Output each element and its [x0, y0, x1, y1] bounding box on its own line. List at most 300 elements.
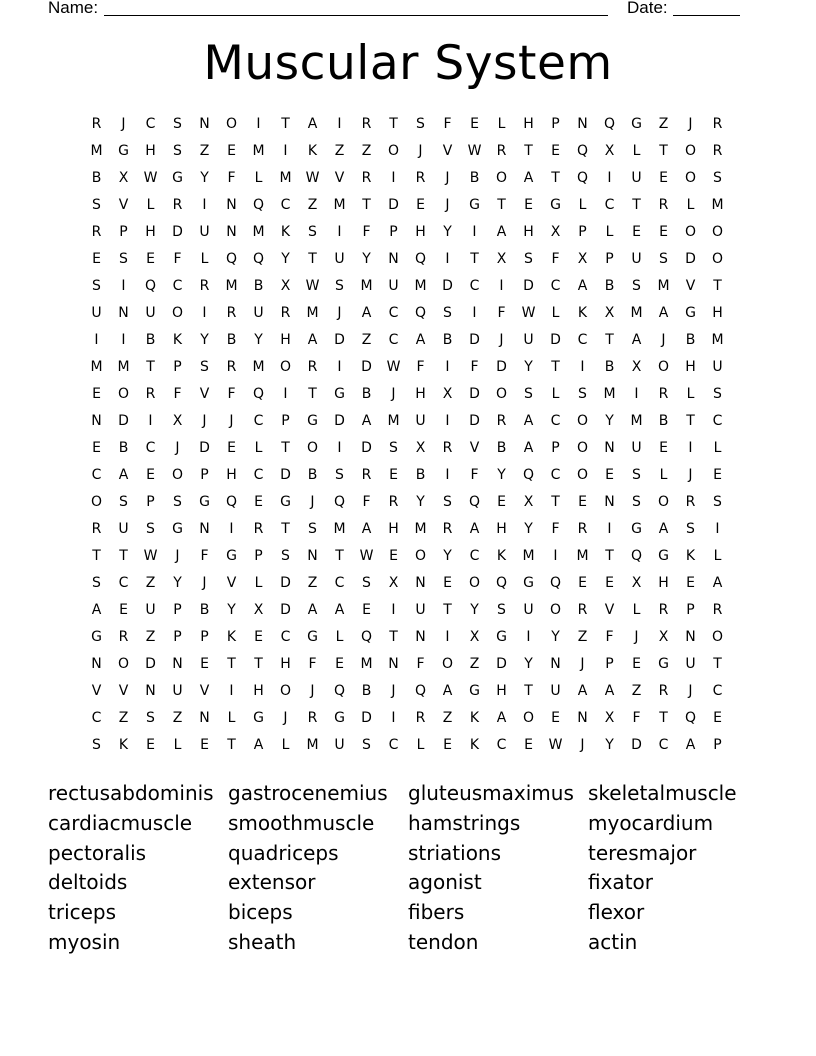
grid-letter: O: [441, 656, 454, 672]
grid-letter: A: [577, 683, 588, 699]
grid-letter: D: [280, 602, 291, 618]
grid-letter: I: [607, 170, 612, 186]
grid-letter: Y: [416, 494, 425, 510]
grid-letter: F: [470, 467, 479, 483]
grid-letter: D: [523, 278, 534, 294]
grid-letter: L: [254, 440, 263, 456]
grid-letter: T: [524, 683, 533, 699]
grid-row: [83, 678, 731, 705]
grid-letter: E: [713, 710, 722, 726]
grid-letter: M: [630, 413, 643, 429]
grid-letter: B: [469, 170, 480, 186]
grid-letter: E: [227, 143, 236, 159]
grid-letter: G: [658, 548, 669, 564]
grid-letter: F: [416, 359, 425, 375]
grid-letter: J: [688, 683, 693, 699]
grid-letter: E: [146, 467, 155, 483]
grid-letter: S: [578, 386, 587, 402]
grid-letter: E: [686, 575, 695, 591]
grid-letter: Z: [658, 116, 669, 132]
grid-letter: L: [686, 386, 695, 402]
grid-letter: C: [91, 710, 102, 726]
grid-letter: E: [578, 575, 587, 591]
grid-letter: Z: [577, 629, 588, 645]
grid-letter: S: [119, 494, 128, 510]
grid-letter: G: [631, 116, 642, 132]
grid-letter: Y: [524, 656, 533, 672]
grid-letter: E: [92, 251, 101, 267]
grid-row: [83, 705, 731, 732]
grid-letter: Q: [414, 305, 427, 321]
grid-letter: P: [173, 602, 182, 618]
grid-letter: N: [118, 305, 129, 321]
grid-letter: Q: [414, 683, 427, 699]
grid-letter: H: [415, 224, 426, 240]
grid-letter: B: [604, 278, 615, 294]
grid-letter: U: [415, 602, 426, 618]
grid-letter: E: [659, 440, 668, 456]
grid-letter: P: [173, 629, 182, 645]
grid-letter: Q: [225, 251, 238, 267]
grid-letter: N: [577, 710, 588, 726]
grid-letter: L: [713, 548, 722, 564]
grid-letter: N: [199, 116, 210, 132]
grid-letter: L: [254, 575, 263, 591]
grid-letter: J: [391, 386, 396, 402]
grid-letter: B: [442, 332, 453, 348]
grid-letter: A: [685, 737, 696, 753]
grid-letter: Z: [307, 575, 318, 591]
grid-letter: U: [334, 737, 345, 753]
grid-letter: J: [445, 197, 450, 213]
grid-letter: Z: [469, 656, 480, 672]
grid-letter: T: [659, 710, 668, 726]
grid-letter: I: [580, 359, 585, 375]
grid-letter: E: [659, 170, 668, 186]
grid-letter: A: [361, 305, 372, 321]
grid-letter: W: [305, 278, 320, 294]
grid-letter: T: [443, 602, 452, 618]
grid-letter: N: [685, 629, 696, 645]
grid-letter: M: [225, 278, 238, 294]
grid-letter: E: [524, 737, 533, 753]
grid-letter: S: [308, 224, 317, 240]
grid-letter: T: [632, 197, 641, 213]
grid-letter: H: [226, 467, 237, 483]
grid-letter: R: [307, 710, 318, 726]
grid-letter: G: [334, 710, 345, 726]
grid-letter: M: [360, 656, 373, 672]
grid-letter: I: [445, 359, 450, 375]
grid-letter: O: [657, 494, 670, 510]
grid-letter: I: [283, 386, 288, 402]
grid-letter: S: [632, 494, 641, 510]
name-label: Name:: [48, 0, 99, 17]
grid-letter: F: [227, 386, 236, 402]
grid-letter: X: [604, 710, 615, 726]
grid-letter: O: [711, 224, 724, 240]
grid-letter: G: [172, 521, 183, 537]
grid-letter: A: [631, 332, 642, 348]
word-bank-item: teresmajor: [588, 840, 697, 865]
grid-letter: C: [145, 440, 156, 456]
grid-letter: S: [416, 116, 425, 132]
grid-letter: T: [335, 548, 344, 564]
grid-letter: O: [549, 602, 562, 618]
grid-letter: N: [226, 197, 237, 213]
grid-letter: D: [631, 737, 642, 753]
grid-letter: X: [442, 386, 453, 402]
grid-letter: W: [521, 305, 536, 321]
grid-row: [83, 732, 731, 759]
grid-letter: G: [523, 575, 534, 591]
grid-letter: A: [604, 683, 615, 699]
grid-letter: D: [280, 467, 291, 483]
grid-letter: N: [91, 413, 102, 429]
grid-letter: Z: [442, 710, 453, 726]
grid-letter: C: [172, 278, 183, 294]
grid-letter: V: [91, 683, 102, 699]
grid-letter: M: [576, 548, 589, 564]
grid-letter: O: [306, 440, 319, 456]
grid-letter: X: [631, 359, 642, 375]
grid-letter: T: [524, 143, 533, 159]
grid-letter: O: [279, 683, 292, 699]
grid-letter: W: [305, 170, 320, 186]
grid-letter: B: [253, 278, 264, 294]
grid-letter: Q: [360, 629, 373, 645]
grid-letter: J: [337, 305, 342, 321]
grid-letter: G: [658, 656, 669, 672]
grid-letter: A: [658, 305, 669, 321]
grid-letter: M: [90, 359, 103, 375]
grid-letter: E: [92, 386, 101, 402]
grid-letter: W: [386, 359, 401, 375]
grid-letter: A: [118, 467, 129, 483]
grid-letter: Q: [252, 386, 265, 402]
grid-letter: E: [146, 737, 155, 753]
word-bank-item: pectoralis: [48, 840, 147, 865]
grid-letter: C: [334, 575, 345, 591]
grid-row: [83, 111, 731, 138]
grid-letter: P: [551, 116, 560, 132]
grid-letter: B: [496, 440, 507, 456]
grid-letter: O: [522, 710, 535, 726]
grid-letter: E: [92, 440, 101, 456]
grid-letter: I: [121, 332, 126, 348]
grid-row: [83, 624, 731, 651]
grid-letter: O: [576, 413, 589, 429]
grid-row: [83, 408, 731, 435]
grid-letter: O: [576, 440, 589, 456]
grid-letter: O: [117, 386, 130, 402]
grid-letter: Z: [361, 332, 372, 348]
grid-letter: X: [388, 575, 399, 591]
grid-letter: N: [91, 656, 102, 672]
grid-letter: D: [496, 656, 507, 672]
date-blank-line: [673, 15, 740, 16]
grid-letter: T: [227, 737, 236, 753]
grid-letter: F: [551, 251, 560, 267]
word-bank-item: flexor: [588, 900, 645, 925]
grid-letter: I: [526, 629, 531, 645]
grid-letter: Q: [144, 278, 157, 294]
grid-letter: F: [227, 170, 236, 186]
grid-letter: K: [307, 143, 318, 159]
grid-letter: Z: [145, 575, 156, 591]
grid-letter: K: [280, 224, 291, 240]
grid-letter: L: [173, 737, 182, 753]
grid-letter: N: [577, 116, 588, 132]
grid-letter: B: [604, 359, 615, 375]
grid-letter: T: [551, 170, 560, 186]
grid-letter: R: [91, 521, 102, 537]
grid-letter: I: [202, 197, 207, 213]
grid-letter: I: [337, 440, 342, 456]
grid-letter: S: [524, 386, 533, 402]
grid-letter: B: [361, 683, 372, 699]
grid-row: [83, 651, 731, 678]
grid-letter: X: [577, 251, 588, 267]
grid-letter: I: [445, 629, 450, 645]
grid-letter: D: [550, 332, 561, 348]
grid-letter: S: [92, 197, 101, 213]
grid-letter: O: [225, 116, 238, 132]
grid-letter: D: [442, 278, 453, 294]
grid-letter: M: [603, 386, 616, 402]
grid-letter: P: [200, 467, 209, 483]
grid-letter: Z: [631, 683, 642, 699]
grid-letter: T: [389, 629, 398, 645]
grid-letter: G: [226, 548, 237, 564]
grid-letter: W: [143, 170, 158, 186]
grid-letter: T: [281, 521, 290, 537]
grid-letter: Q: [468, 494, 481, 510]
grid-letter: I: [445, 413, 450, 429]
grid-letter: H: [685, 359, 696, 375]
grid-letter: P: [551, 440, 560, 456]
grid-letter: M: [252, 224, 265, 240]
grid-letter: B: [145, 332, 156, 348]
grid-letter: E: [200, 737, 209, 753]
grid-letter: C: [469, 278, 480, 294]
grid-row: [83, 354, 731, 381]
word-bank-item: skeletalmuscle: [588, 781, 737, 805]
grid-letter: T: [551, 359, 560, 375]
grid-letter: D: [388, 197, 399, 213]
grid-letter: L: [200, 251, 209, 267]
grid-letter: J: [661, 332, 666, 348]
grid-letter: L: [416, 737, 425, 753]
grid-letter: Y: [200, 170, 209, 186]
grid-letter: B: [658, 413, 669, 429]
grid-letter: A: [577, 278, 588, 294]
grid-letter: Y: [281, 251, 290, 267]
grid-letter: S: [335, 467, 344, 483]
grid-letter: C: [550, 413, 561, 429]
grid-letter: F: [308, 656, 317, 672]
grid-letter: J: [499, 332, 504, 348]
grid-letter: Z: [172, 710, 183, 726]
grid-letter: I: [445, 467, 450, 483]
grid-letter: R: [658, 683, 669, 699]
grid-letter: J: [310, 494, 315, 510]
grid-letter: V: [199, 683, 210, 699]
grid-letter: J: [580, 737, 585, 753]
grid-letter: M: [387, 413, 400, 429]
grid-letter: S: [497, 602, 506, 618]
grid-letter: R: [361, 170, 372, 186]
grid-letter: P: [173, 359, 182, 375]
grid-letter: L: [551, 386, 560, 402]
grid-letter: R: [280, 305, 291, 321]
grid-letter: G: [91, 629, 102, 645]
grid-letter: D: [469, 413, 480, 429]
grid-letter: Q: [225, 494, 238, 510]
grid-letter: U: [334, 251, 345, 267]
grid-letter: O: [684, 224, 697, 240]
grid-letter: A: [307, 332, 318, 348]
grid-letter: N: [415, 575, 426, 591]
grid-letter: Y: [173, 575, 182, 591]
grid-letter: P: [578, 224, 587, 240]
grid-letter: Z: [307, 197, 318, 213]
grid-letter: E: [362, 602, 371, 618]
grid-letter: D: [118, 413, 129, 429]
grid-letter: G: [307, 629, 318, 645]
grid-letter: N: [388, 656, 399, 672]
grid-letter: R: [118, 629, 129, 645]
grid-letter: K: [496, 548, 507, 564]
grid-letter: A: [334, 602, 345, 618]
grid-letter: Q: [630, 548, 643, 564]
grid-letter: L: [605, 224, 614, 240]
word-bank-item: extensor: [228, 870, 316, 895]
grid-row: [83, 435, 731, 462]
grid-letter: Q: [495, 575, 508, 591]
grid-letter: Y: [524, 521, 533, 537]
grid-letter: R: [226, 305, 237, 321]
grid-letter: R: [307, 359, 318, 375]
grid-letter: E: [632, 656, 641, 672]
grid-letter: C: [91, 467, 102, 483]
grid-letter: T: [605, 548, 614, 564]
grid-letter: O: [468, 575, 481, 591]
grid-letter: N: [145, 683, 156, 699]
grid-row: [83, 138, 731, 165]
grid-letter: G: [631, 521, 642, 537]
page-title: Muscular System: [203, 36, 613, 91]
grid-letter: D: [685, 251, 696, 267]
grid-letter: M: [90, 143, 103, 159]
grid-letter: E: [605, 575, 614, 591]
grid-letter: U: [685, 656, 696, 672]
grid-row: [83, 273, 731, 300]
grid-letter: X: [658, 629, 669, 645]
grid-letter: S: [632, 278, 641, 294]
grid-letter: K: [172, 332, 183, 348]
grid-letter: S: [713, 170, 722, 186]
grid-letter: H: [388, 521, 399, 537]
grid-letter: M: [333, 521, 346, 537]
grid-row: [83, 219, 731, 246]
word-bank-item: actin: [588, 929, 638, 954]
grid-letter: Y: [443, 548, 452, 564]
grid-row: [83, 570, 731, 597]
grid-letter: F: [470, 359, 479, 375]
grid-letter: N: [307, 548, 318, 564]
grid-letter: S: [146, 710, 155, 726]
grid-letter: N: [604, 494, 615, 510]
grid-letter: E: [578, 494, 587, 510]
grid-letter: D: [469, 332, 480, 348]
grid-letter: M: [306, 737, 319, 753]
grid-letter: O: [117, 656, 130, 672]
grid-letter: A: [253, 737, 264, 753]
grid-letter: R: [577, 521, 588, 537]
grid-letter: D: [361, 359, 372, 375]
grid-letter: I: [715, 521, 720, 537]
grid-letter: I: [283, 143, 288, 159]
grid-letter: I: [391, 170, 396, 186]
grid-letter: P: [254, 548, 263, 564]
word-bank-item: sheath: [228, 929, 297, 954]
grid-letter: R: [253, 521, 264, 537]
grid-letter: R: [388, 494, 399, 510]
grid-letter: J: [175, 548, 180, 564]
grid-letter: D: [280, 575, 291, 591]
grid-letter: U: [550, 683, 561, 699]
grid-letter: M: [522, 548, 535, 564]
grid-letter: C: [712, 413, 723, 429]
grid-letter: B: [118, 440, 129, 456]
grid-letter: M: [306, 305, 319, 321]
grid-letter: J: [418, 143, 423, 159]
grid-letter: C: [388, 305, 399, 321]
grid-letter: O: [711, 251, 724, 267]
grid-letter: L: [659, 467, 668, 483]
grid-letter: N: [199, 521, 210, 537]
grid-letter: L: [713, 440, 722, 456]
grid-letter: K: [577, 305, 588, 321]
word-bank-item: cardiacmuscle: [48, 810, 193, 835]
grid-letter: R: [712, 143, 723, 159]
grid-letter: S: [173, 116, 182, 132]
grid-letter: F: [173, 251, 182, 267]
grid-letter: T: [146, 359, 155, 375]
grid-letter: S: [200, 359, 209, 375]
grid-letter: R: [415, 170, 426, 186]
word-bank-item: rectusabdominis: [48, 781, 214, 805]
grid-letter: Q: [252, 251, 265, 267]
grid-letter: P: [686, 602, 695, 618]
grid-letter: K: [226, 629, 237, 645]
grid-row: [83, 300, 731, 327]
grid-letter: V: [334, 170, 345, 186]
grid-letter: I: [229, 683, 234, 699]
grid-row: [83, 381, 731, 408]
grid-letter: L: [632, 602, 641, 618]
grid-letter: Y: [605, 413, 614, 429]
grid-letter: E: [551, 710, 560, 726]
grid-letter: V: [199, 386, 210, 402]
grid-letter: N: [550, 656, 561, 672]
grid-letter: E: [659, 224, 668, 240]
grid-letter: H: [145, 224, 156, 240]
grid-letter: X: [172, 413, 183, 429]
grid-letter: C: [658, 737, 669, 753]
grid-letter: G: [307, 413, 318, 429]
